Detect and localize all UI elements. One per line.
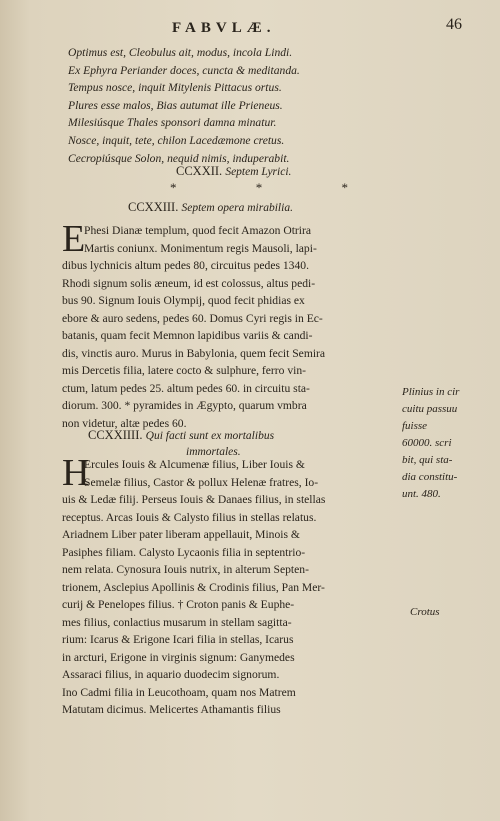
verse-line: Tempus nosce, inquit Mitylenis Pittacus ortus. <box>68 81 282 95</box>
text-line: Semelæ filius, Castor & pollux Helenæ fratres, Io- <box>84 475 319 489</box>
margin-line: fuisse <box>402 420 428 432</box>
section-heading-224 <box>88 428 274 443</box>
text-line: in arcturi, Erigone in virginis signum: Ganymedes <box>62 650 295 664</box>
text-line: Phesi Dianæ templum, quod fecit Amazon Otrira <box>84 224 312 237</box>
marginal-note-crotus <box>410 604 490 621</box>
section-title-continued: immortales. <box>186 446 241 458</box>
section-title: Septem opera mirabilia. <box>181 202 293 214</box>
verse-line: Plures esse malos, Bias autumat ille Prieneus. <box>68 98 283 112</box>
verse-line: Optimus est, Cleobulus ait, modus, incola Lindi. <box>68 46 293 59</box>
marginal-note-plinius <box>402 384 482 503</box>
section-heading-223 <box>128 200 293 215</box>
verse-line: Nosce, inquit, tete, chilon Lacedæmone cretus. <box>68 133 285 147</box>
text-line: ctum, latum pedes 25. altum pedes 60. in circuitu sta- <box>62 381 310 395</box>
text-line: rium: Icarus & Erigone Icari filia in stellas, Icarus <box>62 633 294 646</box>
verse-line: Ex Ephyra Periander doces, cuncta & meditanda. <box>68 63 300 77</box>
section-heading-222 <box>176 164 291 179</box>
margin-line: bit, qui sta- <box>402 454 453 466</box>
text-line: bus 90. Signum Iouis Olympij, quod fecit phidias ex <box>62 294 305 307</box>
text-line: Rhodi signum solis æneum, id est colossus, altus pedi- <box>62 276 316 290</box>
section-number: CCXXIIII. <box>88 428 143 442</box>
text-line: non videtur, altæ pedes 60. <box>62 416 187 430</box>
margin-line: unt. 480. <box>402 488 441 500</box>
section-number: CCXXIII. <box>128 200 179 214</box>
text-line: dis, vinctis auro. Murus in Babylonia, quem fecit Semira <box>62 346 326 360</box>
section-223-text <box>62 218 392 432</box>
margin-line: cuitu passuu <box>402 403 458 415</box>
text-line: diorum. 300. * pyramides in Ægypto, quarum vmbra <box>62 399 307 412</box>
text-line: mes filius, conlactius musarum in stellam sagitta- <box>62 615 292 629</box>
asterism: * * * <box>170 180 386 195</box>
text-line: batanis, quam fecit Memnon lapidibus variis & candi- <box>62 329 313 342</box>
text-line: Ercules Iouis & Alcumenæ filius, Liber Iouis & <box>84 458 305 471</box>
text-line: ebore & auro sedens, pedes 60. Domus Cyri regis in Ec- <box>62 311 323 325</box>
text-line: dibus lychnicis altum pedes 80, circuitus pedes 1340. <box>62 259 309 272</box>
verse-line: Milesiúsque Thales sponsori damna minatur. <box>68 116 277 130</box>
margin-line: dia constitu- <box>402 471 458 483</box>
text-line: uis & Ledæ filij. Perseus Iouis & Danaes filius, in stellas <box>62 493 326 506</box>
verse-line: Cecropiúsque Solon, nequid nimis, induperabit. <box>68 151 290 165</box>
section-title: Septem Lyrici. <box>225 166 292 178</box>
text-line: Ariadnem Liber pater liberam appellauit, Minois & <box>62 528 300 541</box>
drop-cap-h: H <box>62 452 90 494</box>
verse-block <box>68 44 300 167</box>
text-line: nem relata. Cynosura Iouis nutrix, in alterum Septen- <box>62 563 309 576</box>
section-number: CCXXII. <box>176 164 223 178</box>
text-line: Matutam dicimus. Melicertes Athamantis filius <box>62 703 281 716</box>
text-line: receptus. Arcas Iouis & Calysto filius in stellas relatus. <box>62 510 317 524</box>
page-number: 46 <box>446 16 462 33</box>
text-line: Martis coniunx. Monimentum regis Mausoli, lapi- <box>84 241 317 255</box>
margin-line: Crotus <box>410 606 440 618</box>
margin-line: Plinius in cir <box>402 386 460 398</box>
margin-line: 60000. scri <box>402 437 452 449</box>
section-title: Qui facti sunt ex mortalibus <box>145 430 275 442</box>
text-line: Assaraci filius, in aquario duodecim signorum. <box>62 668 280 681</box>
text-line: trionem, Asclepius Apollinis & Crodinis filius, Pan Mer- <box>62 580 325 594</box>
text-line: curij & Penelopes filius. † Croton panis & Euphe- <box>62 598 295 611</box>
text-line: Ino Cadmi filia in Leucothoam, quam nos Matrem <box>62 685 296 699</box>
text-line: mis Dercetis filia, latere cocto & sulphure, ferro vin- <box>62 364 307 377</box>
text-line: Pasiphes filiam. Calysto Lycaonis filia in septentrio- <box>62 545 306 559</box>
running-head: FABVLÆ. <box>172 20 276 36</box>
drop-cap-e: E <box>62 218 86 260</box>
